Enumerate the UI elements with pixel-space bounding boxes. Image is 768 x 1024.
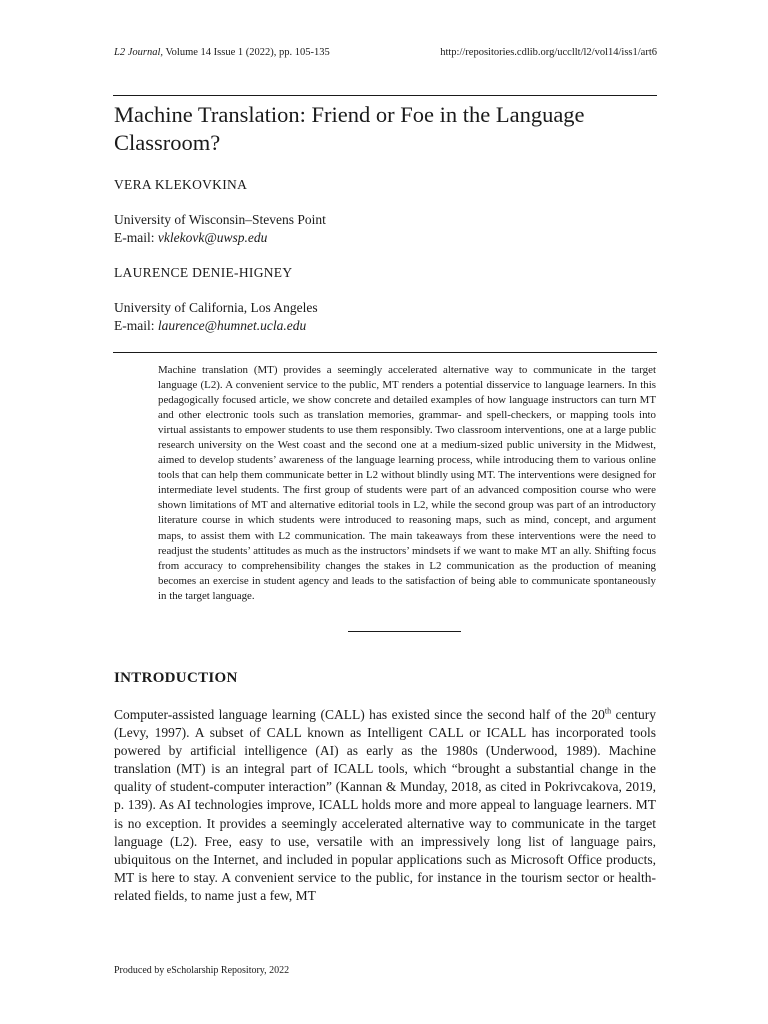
email-line xyxy=(114,317,318,335)
affiliation-text: University of Wisconsin–Stevens Point xyxy=(114,212,326,227)
abstract-end-rule xyxy=(348,631,461,632)
journal-name: L2 Journal, xyxy=(114,47,164,58)
journal-issue: Volume 14 Issue 1 (2022), pp. 105-135 xyxy=(163,47,330,58)
body-text-part1: Computer-assisted language learning (CALL) has existed since the second half of the 20 xyxy=(114,707,605,722)
abstract-rule xyxy=(113,352,657,353)
running-header xyxy=(114,47,657,58)
introduction-paragraph xyxy=(114,706,656,905)
superscript-th: th xyxy=(604,706,612,716)
email-label: E-mail: xyxy=(114,230,158,245)
section-heading-introduction: INTRODUCTION xyxy=(114,670,238,686)
email-line xyxy=(114,229,326,247)
body-text-part2: century (Levy, 1997). A subset of CALL known as Intelligent CALL or ICALL has incorporated tools powered by artificial intelligence (AI) as early as the 1980s (Underwood, 1989). Machine translation (MT) is an integral part of ICALL tools, which “brought a substantial change in the quality of student-computer interaction” (Kannan & Munday, 2018, as cited in Pokrivcakova, 2019, p. 139). As AI technologies improve, ICALL holds more and more appeal to language learners. MT is no exception. It provides a seemingly accelerated alternative way to communicate in the target language (L2). Free, easy to use, versatile with an impressively long list of language pairs, ubiquitous on the Internet, and included in popular applications such as Microsoft Office products, MT is here to stay. A convenient service to the public, for instance in the tourism sector or health-related fields, to name just a few, MT xyxy=(114,707,656,903)
author-email-1[interactable]: vklekovk@uwsp.edu xyxy=(157,230,268,245)
header-rule xyxy=(113,95,657,96)
author-affiliation-1 xyxy=(114,211,326,247)
abstract: Machine translation (MT) provides a seemingly accelerated alternative way to communicate in the target language (L2). A convenient service to the public, MT renders a potential disservice to language learners. In this pedagogically focused article, we show concrete and detailed examples of how language instructors can turn MT and other electronic tools such as translation memories, grammar- and spell-checkers, or mapping tools into virtual assistants to empower students to use them responsibly. Two classroom interventions, one at a large public research university on the West coast and the second one at a medium-sized public university in the Midwest, aimed to develop students’ awareness of the language learning process, while introducing them to various online tools that can help them communicate better in L2 without blindly using MT. The interventions were designed for intermediate level students. The first group of students were part of an advanced composition course who were shown limitations of MT and alternative editorial tools in L2, while the second group was part of an introductory literature course in which students were introduced to reasoning maps, such as mind, concept, and argument maps, to assist them with L2 communication. The main takeaways from these interventions were the need to readjust the students’ attitudes as much as the instructors’ mindsets if we want to make MT an ally. Shifting focus from accuracy to comprehensibility changes the stakes in L2 communication as the production of meaning becomes an exercise in student agency and leads to the satisfaction of being able to communicate spontaneously in the target language. xyxy=(158,364,656,602)
author-name-2: LAURENCE DENIE-HIGNEY xyxy=(114,265,293,280)
email-label: E-mail: xyxy=(114,318,158,333)
article-title: Machine Translation: Friend or Foe in the Language Classroom? xyxy=(114,102,585,155)
journal-url[interactable]: http://repositories.cdlib.org/uccllt/l2/vol14/iss1/art6 xyxy=(440,47,657,58)
journal-citation xyxy=(114,47,330,58)
author-affiliation-2 xyxy=(114,299,318,335)
affiliation-text: University of California, Los Angeles xyxy=(114,300,318,315)
page-footer: Produced by eScholarship Repository, 2022 xyxy=(114,965,290,976)
author-name-1: VERA KLEKOVKINA xyxy=(114,177,248,192)
author-email-2[interactable]: laurence@humnet.ucla.edu xyxy=(157,318,307,333)
